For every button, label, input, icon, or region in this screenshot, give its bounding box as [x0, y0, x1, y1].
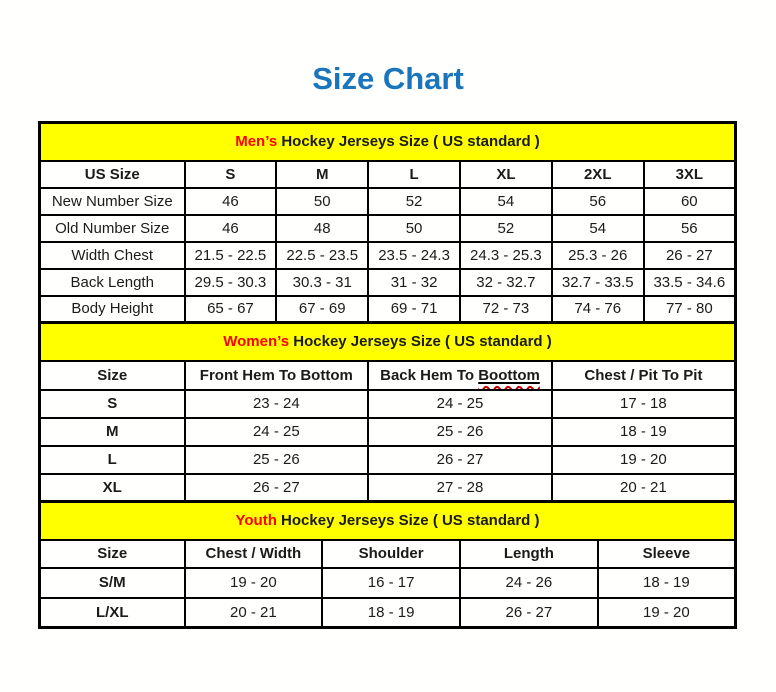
- column-header-row: [40, 161, 736, 188]
- column-header-row: [40, 540, 736, 568]
- value-cell: 32.7 - 33.5: [552, 269, 644, 296]
- row-label: Back Length: [40, 269, 185, 296]
- table-row: [40, 568, 736, 598]
- table-row: [40, 188, 736, 215]
- section-title-text: Hockey Jerseys Size ( US standard ): [277, 133, 540, 151]
- column-header: 3XL: [644, 161, 736, 188]
- value-cell: 48: [276, 215, 368, 242]
- value-cell: 72 - 73: [460, 296, 552, 323]
- value-cell: 26 - 27: [644, 242, 736, 269]
- value-cell: 19 - 20: [552, 446, 736, 474]
- value-cell: 26 - 27: [368, 446, 552, 474]
- row-label: New Number Size: [40, 188, 185, 215]
- table-row: [40, 598, 736, 628]
- section-header-row: [40, 323, 736, 361]
- value-cell: 77 - 80: [644, 296, 736, 323]
- value-cell: 26 - 27: [185, 474, 369, 502]
- value-cell: 50: [368, 215, 460, 242]
- row-label: S/M: [40, 568, 185, 598]
- section-title-text: Hockey Jerseys Size ( US standard ): [289, 333, 552, 351]
- value-cell: 18 - 19: [598, 568, 736, 598]
- section-title: [40, 123, 736, 161]
- value-cell: 17 - 18: [552, 390, 736, 418]
- womens-size-table: [38, 321, 737, 503]
- column-header-text: Back Hem To: [380, 366, 479, 384]
- column-header: Sleeve: [598, 540, 736, 568]
- size-tables: [38, 121, 737, 629]
- value-cell: 19 - 20: [185, 568, 323, 598]
- value-cell: 25 - 26: [368, 418, 552, 446]
- value-cell: 33.5 - 34.6: [644, 269, 736, 296]
- section-title-highlight: Youth: [235, 512, 277, 530]
- value-cell: 46: [185, 188, 277, 215]
- column-header: Chest / Pit To Pit: [552, 361, 736, 390]
- value-cell: 50: [276, 188, 368, 215]
- misspelled-word-text: Boottom: [478, 366, 540, 384]
- row-label: S: [40, 390, 185, 418]
- table-row: [40, 446, 736, 474]
- column-header: Size: [40, 540, 185, 568]
- column-header: XL: [460, 161, 552, 188]
- value-cell: 25.3 - 26: [552, 242, 644, 269]
- page-title: Size Chart: [312, 61, 464, 96]
- value-cell: 56: [644, 215, 736, 242]
- value-cell: 24 - 25: [185, 418, 369, 446]
- row-label: Old Number Size: [40, 215, 185, 242]
- value-cell: 56: [552, 188, 644, 215]
- value-cell: 54: [460, 188, 552, 215]
- value-cell: 52: [460, 215, 552, 242]
- table-row: [40, 215, 736, 242]
- section-title: [40, 502, 736, 540]
- value-cell: 26 - 27: [460, 598, 598, 628]
- value-cell: 18 - 19: [322, 598, 460, 628]
- value-cell: 46: [185, 215, 277, 242]
- value-cell: 21.5 - 22.5: [185, 242, 277, 269]
- misspelled-word: [478, 367, 540, 384]
- value-cell: 23.5 - 24.3: [368, 242, 460, 269]
- value-cell: 23 - 24: [185, 390, 369, 418]
- table-row: [40, 296, 736, 323]
- value-cell: 24 - 26: [460, 568, 598, 598]
- column-header: Chest / Width: [185, 540, 323, 568]
- value-cell: 25 - 26: [185, 446, 369, 474]
- table-row: [40, 418, 736, 446]
- table-row: [40, 474, 736, 502]
- value-cell: 20 - 21: [552, 474, 736, 502]
- value-cell: 27 - 28: [368, 474, 552, 502]
- value-cell: 52: [368, 188, 460, 215]
- row-label: L: [40, 446, 185, 474]
- value-cell: 54: [552, 215, 644, 242]
- column-header: S: [185, 161, 277, 188]
- section-title-text: Hockey Jerseys Size ( US standard ): [276, 512, 540, 530]
- value-cell: 24 - 25: [368, 390, 552, 418]
- row-label: M: [40, 418, 185, 446]
- column-header: Shoulder: [322, 540, 460, 568]
- value-cell: 20 - 21: [185, 598, 323, 628]
- table-row: [40, 242, 736, 269]
- row-label: Width Chest: [40, 242, 185, 269]
- section-title-highlight: Women’s: [223, 333, 290, 351]
- value-cell: 65 - 67: [185, 296, 277, 323]
- value-cell: 19 - 20: [598, 598, 736, 628]
- value-cell: 69 - 71: [368, 296, 460, 323]
- column-header: M: [276, 161, 368, 188]
- value-cell: 16 - 17: [322, 568, 460, 598]
- value-cell: 30.3 - 31: [276, 269, 368, 296]
- row-label: Body Height: [40, 296, 185, 323]
- value-cell: 24.3 - 25.3: [460, 242, 552, 269]
- column-header-row: [40, 361, 736, 390]
- value-cell: 29.5 - 30.3: [185, 269, 277, 296]
- section-header-row: [40, 123, 736, 161]
- column-header: Front Hem To Bottom: [185, 361, 369, 390]
- value-cell: 60: [644, 188, 736, 215]
- row-label: L/XL: [40, 598, 185, 628]
- column-header: 2XL: [552, 161, 644, 188]
- value-cell: 67 - 69: [276, 296, 368, 323]
- value-cell: 31 - 32: [368, 269, 460, 296]
- row-label: XL: [40, 474, 185, 502]
- column-header: L: [368, 161, 460, 188]
- value-cell: 18 - 19: [552, 418, 736, 446]
- column-header: [368, 361, 552, 390]
- column-header: US Size: [40, 161, 185, 188]
- table-row: [40, 390, 736, 418]
- section-header-row: [40, 502, 736, 540]
- value-cell: 74 - 76: [552, 296, 644, 323]
- section-title: [40, 323, 736, 361]
- table-row: [40, 269, 736, 296]
- column-header: Size: [40, 361, 185, 390]
- column-header: Length: [460, 540, 598, 568]
- value-cell: 22.5 - 23.5: [276, 242, 368, 269]
- section-title-highlight: Men’s: [235, 133, 278, 151]
- mens-size-table: [38, 121, 737, 324]
- value-cell: 32 - 32.7: [460, 269, 552, 296]
- youth-size-table: [38, 500, 737, 629]
